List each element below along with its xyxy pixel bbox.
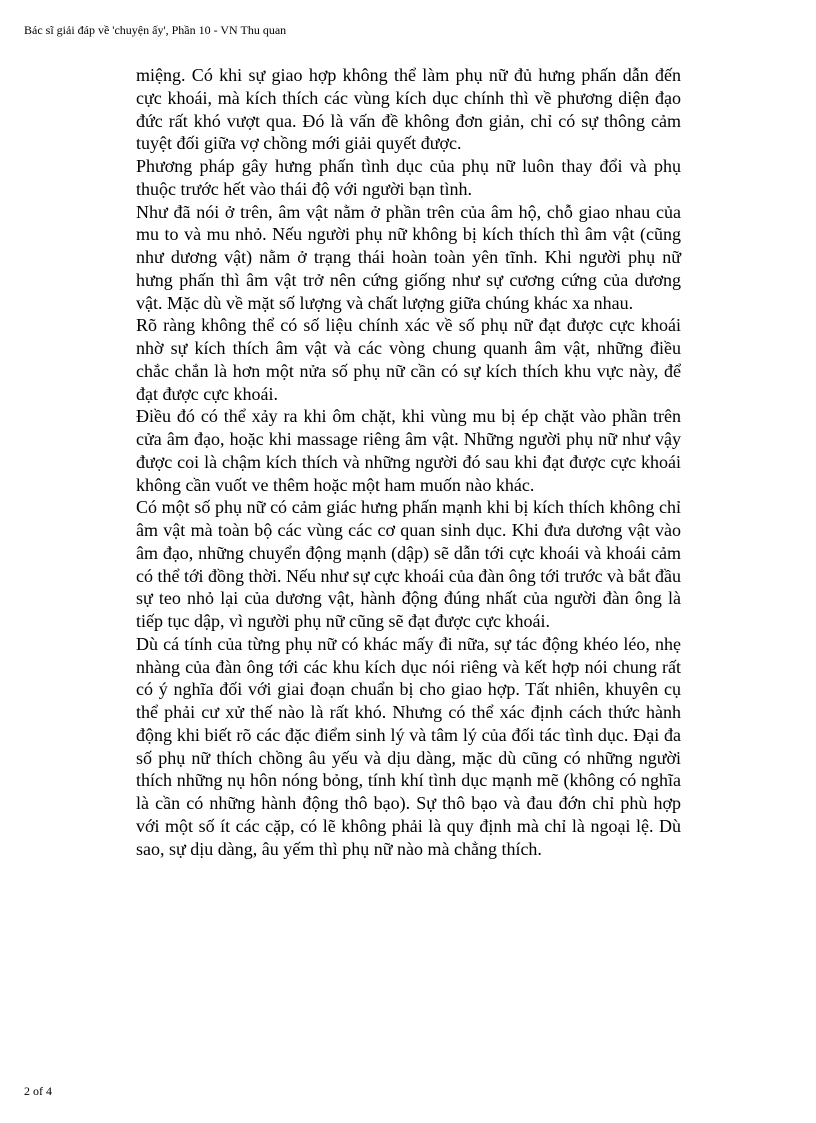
paragraph: Phương pháp gây hưng phấn tình dục của phụ nữ luôn thay đổi và phụ thuộc trước hết vào thái độ với người bạn tình. <box>136 156 681 199</box>
paragraph: Rõ ràng không thể có số liệu chính xác về số phụ nữ đạt được cực khoái nhờ sự kích thích âm vật và các vòng chung quanh âm vật, những điều chắc chắn là hơn một nửa số phụ nữ cần có sự kích thích khu vực này, để đạt được cực khoái. <box>136 315 681 404</box>
page-header: Bác sĩ giải đáp về 'chuyện ấy', Phần 10 - VN Thu quan <box>24 23 287 37</box>
paragraph: Điều đó có thể xảy ra khi ôm chặt, khi vùng mu bị ép chặt vào phần trên cửa âm đạo, hoặc khi massage riêng âm vật. Những người phụ nữ như vậy được coi là chậm kích thích và những người đó sau khi đạt được cực khoái không cần vuốt ve thêm hoặc một ham muốn nào khác. <box>136 406 681 495</box>
article-body <box>136 64 681 860</box>
paragraph: Dù cá tính của từng phụ nữ có khác mấy đi nữa, sự tác động khéo léo, nhẹ nhàng của đàn ông tới các khu kích dục nói riêng và kết hợp nói chung rất có ý nghĩa đối với giai đoạn chuẩn bị cho giao hợp. Tất nhiên, khuyên cụ thể phải cư xử thế nào là rất khó. Nhưng có thể xác định cách thức hành động khi biết rõ các đặc điểm sinh lý và tâm lý của đối tác tình dục. Đại đa số phụ nữ thích chồng âu yếu và dịu dàng, mặc dù cũng có những người thích những nụ hôn nóng bỏng, tính khí tình dục mạnh mẽ (không có nghĩa là cần có những hành động thô bạo). Sự thô bạo và đau đớn chỉ phù hợp với một số ít các cặp, có lẽ không phải là quy định mà chỉ là ngoại lệ. Dù sao, sự dịu dàng, âu yếm thì phụ nữ nào mà chẳng thích. <box>136 633 681 859</box>
paragraph: miệng. Có khi sự giao hợp không thể làm phụ nữ đủ hưng phấn dẫn đến cực khoái, mà kích thích các vùng kích dục chính thì về phương diện đạo đức rất khó vượt qua. Đó là vấn đề không đơn giản, chỉ có sự thông cảm tuyệt đối giữa vợ chồng mới giải quyết được. <box>136 65 681 154</box>
paragraph: Như đã nói ở trên, âm vật nằm ở phần trên của âm hộ, chỗ giao nhau của mu to và mu nhỏ. Nếu người phụ nữ không bị kích thích thì âm vật (cũng như dương vật) nằm ở trạng thái hoàn toàn yên tĩnh. Khi người phụ nữ hưng phấn thì âm vật trở nên cứng giống như sự cương cứng của dương vật. Mặc dù về mặt số lượng và chất lượng giữa chúng khác xa nhau. <box>136 201 681 313</box>
paragraph: Có một số phụ nữ có cảm giác hưng phấn mạnh khi bị kích thích không chỉ âm vật mà toàn bộ các vùng các cơ quan sinh dục. Khi đưa dương vật vào âm đạo, những chuyển động mạnh (dập) sẽ dẫn tới cực khoái và khoái cảm có thể tới đồng thời. Nếu như sự cực khoái của đàn ông tới trước và bắt đầu sự teo nhỏ lại của dương vật, hành động đúng nhất của người đàn ông là tiếp tục dập, vì người phụ nữ cũng sẽ đạt được cực khoái. <box>136 497 681 631</box>
page-number: 2 of 4 <box>24 1084 52 1098</box>
